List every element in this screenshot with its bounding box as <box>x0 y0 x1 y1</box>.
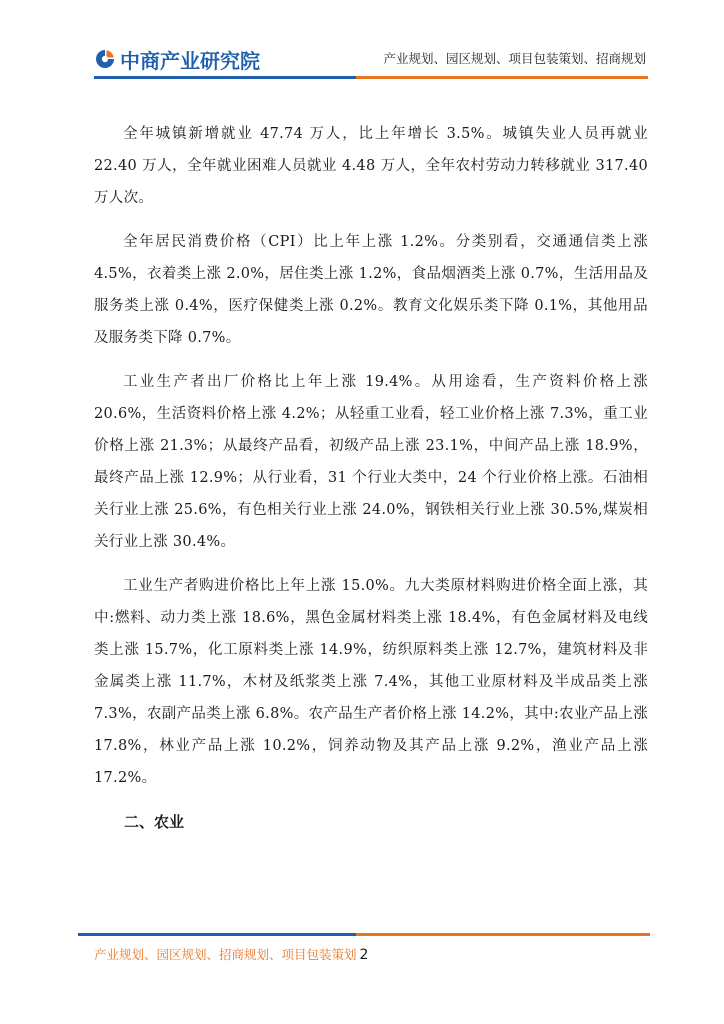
logo-icon <box>94 48 116 70</box>
page-header <box>0 0 724 82</box>
header-tagline: 产业规划、园区规划、项目包装策划、招商规划 <box>383 51 646 66</box>
header-divider-orange <box>356 76 648 79</box>
page-footer <box>94 945 368 963</box>
footer-divider-blue <box>78 933 356 936</box>
logo <box>94 44 260 74</box>
paragraph-cpi: 全年居民消费价格（CPI）比上年上涨 1.2%。分类别看，交通通信类上涨 4.5%，衣着类上涨 2.0%，居住类上涨 1.2%，食品烟酒类上涨 0.7%，生活用品及服务类上涨 0.4%，医疗保健类上涨 0.2%。教育文化娱乐类下降 0.1%，其他用品及服务类下降 0.7%。 <box>94 234 648 346</box>
footer-divider-orange <box>356 933 650 936</box>
header-divider-blue <box>94 76 356 79</box>
document-body <box>94 118 648 838</box>
paragraph-employment: 全年城镇新增就业 47.74 万人，比上年增长 3.5%。城镇失业人员再就业 22.40 万人，全年就业困难人员就业 4.48 万人，全年农村劳动力转移就业 317.40 万人次。 <box>94 126 648 206</box>
section-heading: 二、农业 <box>124 813 185 831</box>
paragraph-purchase-price: 工业生产者购进价格比上年上涨 15.0%。九大类原材料购进价格全面上涨，其中:燃料、动力类上涨 18.6%，黑色金属材料类上涨 18.4%，有色金属材料及电线类上涨 15.7%，化工原料类上涨 14.9%，纺织原料类上涨 12.7%，建筑材料及非金属类上涨 11.7%，木材及纸浆类上涨 7.4%，其他工业原材料及半成品类上涨 7.3%，农副产品类上涨 6.8%。农产品生产者价格上涨 14.2%，其中:农业产品上涨 17.8%，林业产品上涨 10.2%，饲养动物及其产品上涨 9.2%，渔业产品上涨 17.2%。 <box>94 578 648 786</box>
footer-tagline: 产业规划、园区规划、招商规划、项目包装策划 <box>94 947 357 962</box>
paragraph-ppi: 工业生产者出厂价格比上年上涨 19.4%。从用途看，生产资料价格上涨 20.6%，生活资料价格上涨 4.2%；从轻重工业看，轻工业价格上涨 7.3%，重工业价格上涨 21.3%；从最终产品看，初级产品上涨 23.1%，中间产品上涨 18.9%，最终产品上涨 12.9%；从行业看，31 个行业大类中，24 个行业价格上涨。石油相关行业上涨 25.6%，有色相关行业上涨 24.0%，钢铁相关行业上涨 30.5%,煤炭相关行业上涨 30.4%。 <box>94 374 648 550</box>
logo-text: 中商产业研究院 <box>120 48 260 73</box>
page-number: 2 <box>359 947 369 963</box>
